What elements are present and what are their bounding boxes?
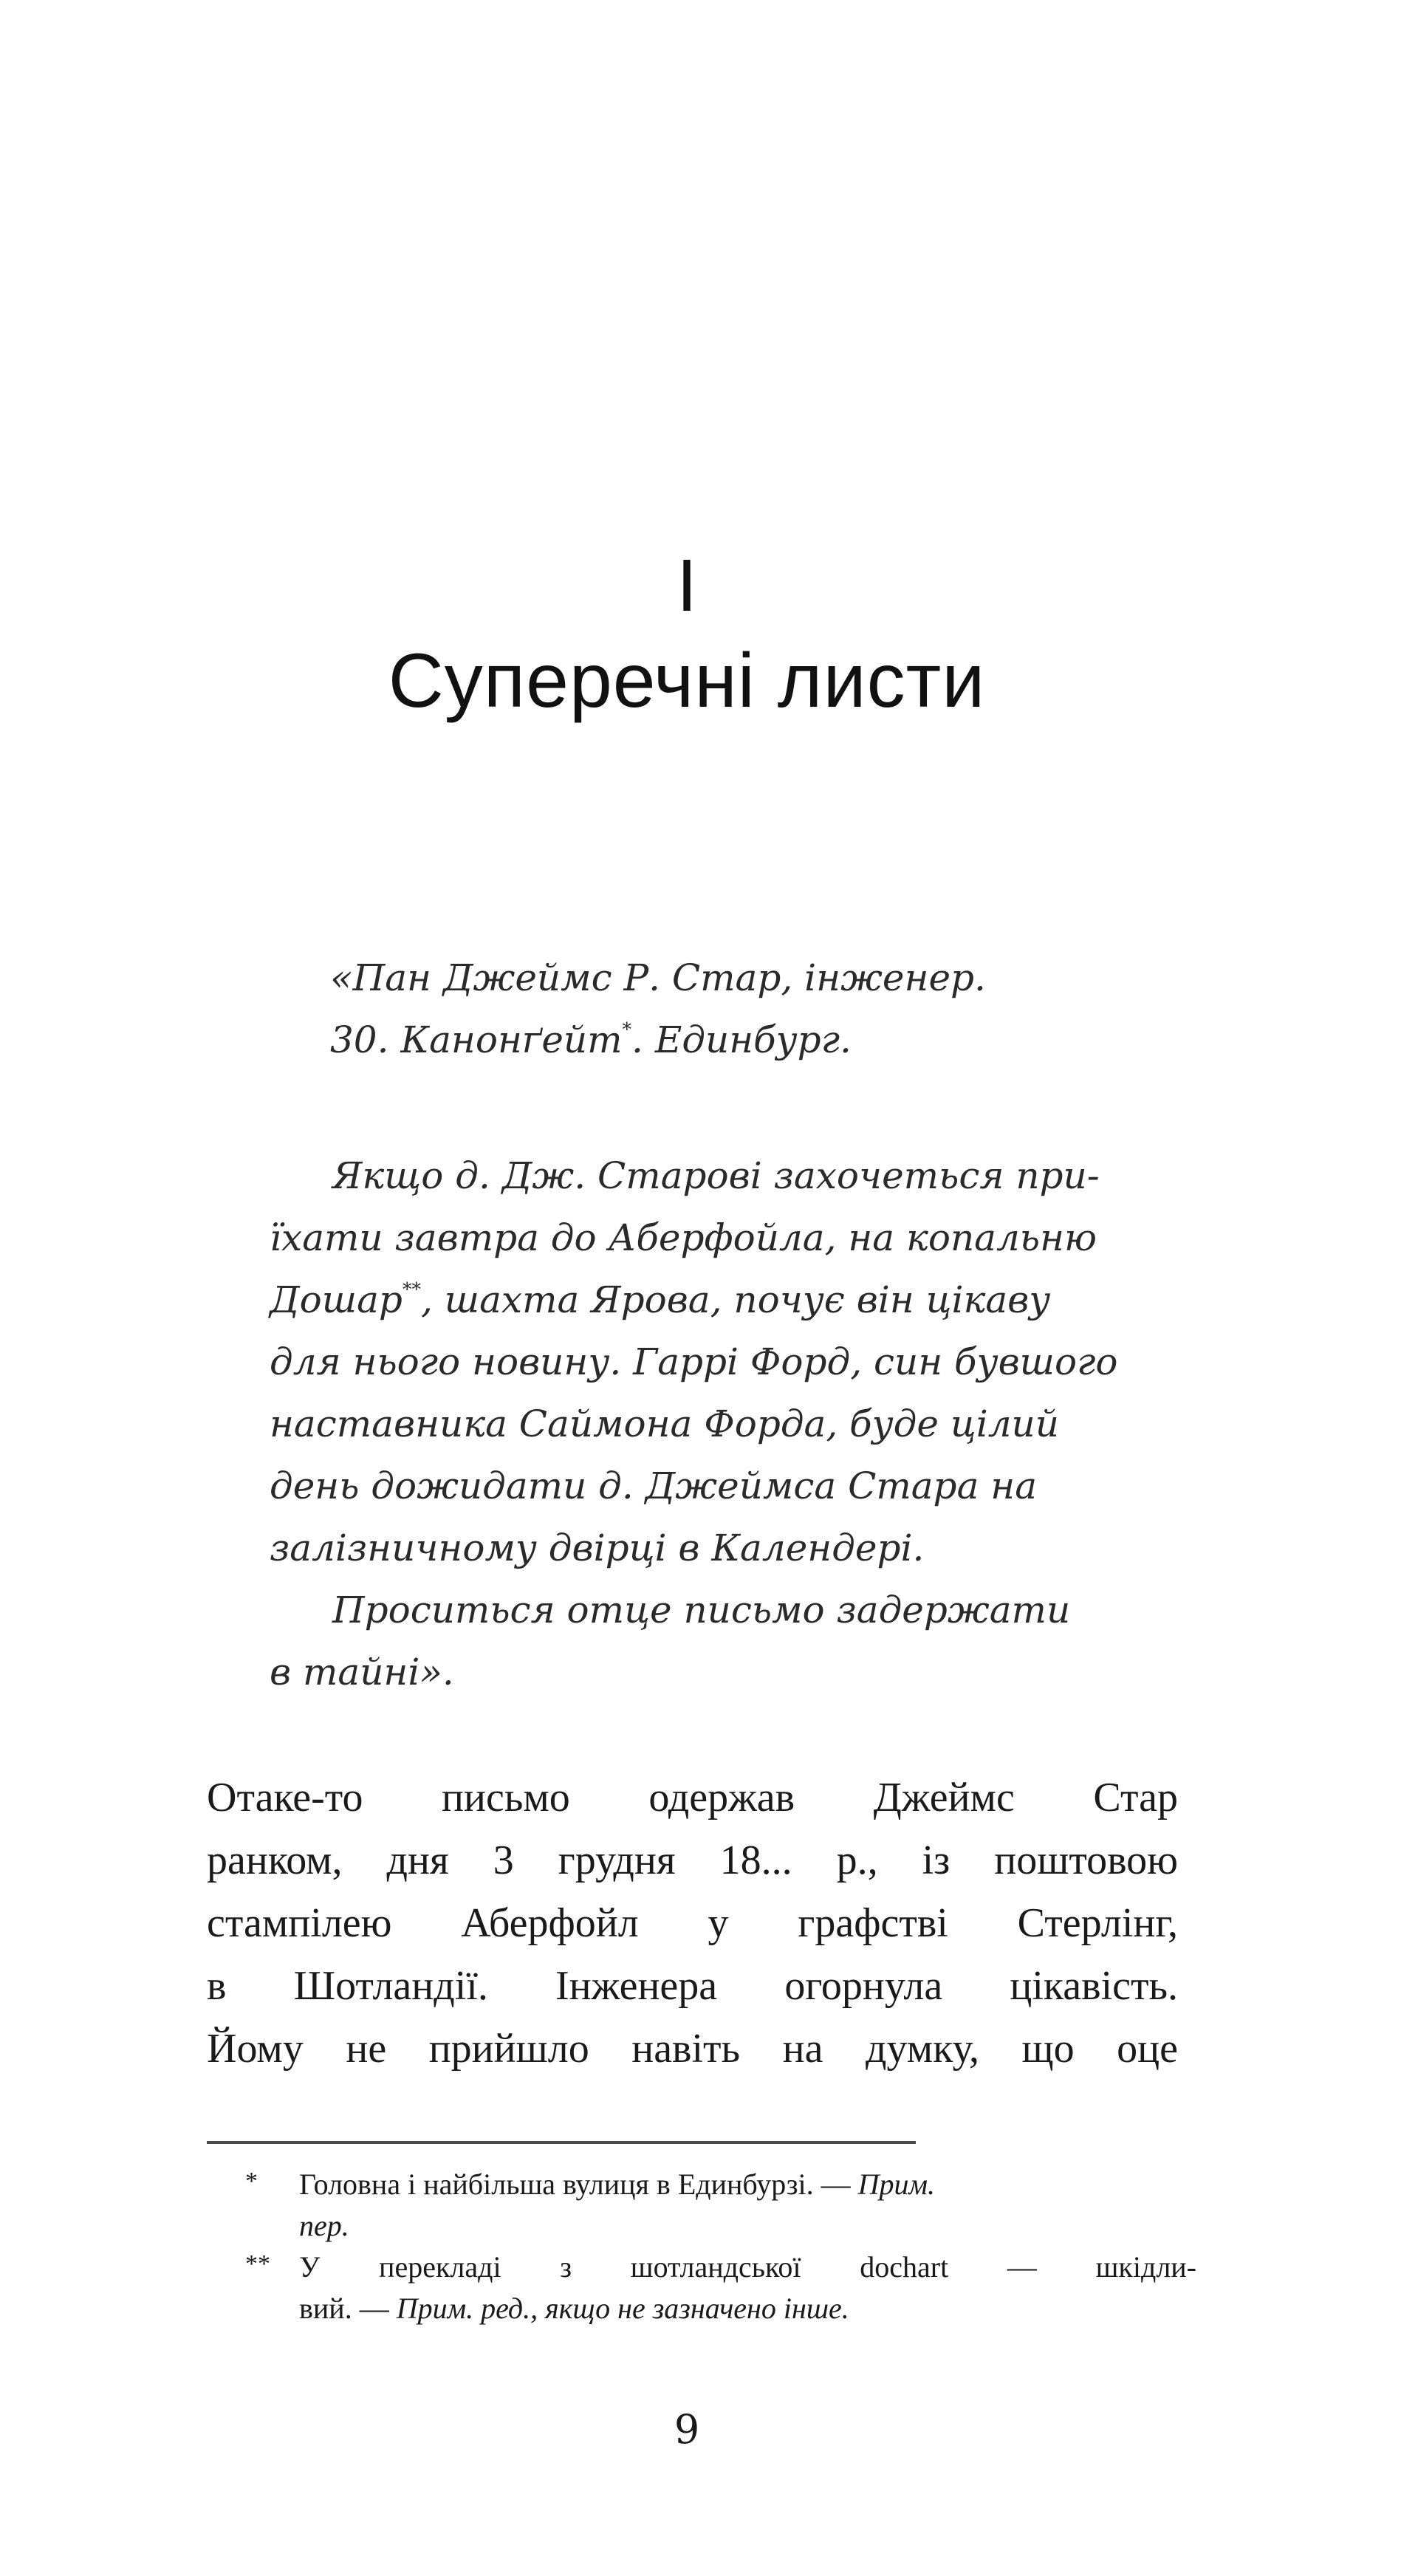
chapter-number: I <box>677 544 697 627</box>
footnote-2 <box>207 2247 1196 2329</box>
letter-line: Якщо д. Дж. Старові захочеться при- <box>332 1154 1100 1197</box>
footnote-ref-2[interactable]: ** <box>402 1278 421 1301</box>
letter-line: для нього новину. Гаррі Форд, син бувшого <box>270 1340 1118 1383</box>
footnote-ref-1[interactable]: * <box>622 1018 632 1041</box>
letter-line: їхати завтра до Аберфойла, на копальню <box>270 1216 1097 1259</box>
body-line: в Шотландії. Інженера огорнула цікавість. <box>207 1963 1178 2009</box>
letter-address-line <box>270 1009 1182 1071</box>
footnote-line <box>299 2288 1196 2329</box>
letter-line <box>270 1269 1182 1331</box>
letter-line: Проситься отце письмо задержати <box>332 1589 1071 1631</box>
footnote-line <box>299 2205 1196 2247</box>
footnote-line <box>299 2164 1196 2205</box>
footnote-divider <box>207 2141 916 2144</box>
letter-text: , шахта Ярова, почує він цікаву <box>420 1278 1051 1321</box>
letter-text: Дошар <box>270 1278 403 1321</box>
footnote-marker: * <box>245 2168 258 2195</box>
footnote-note: пер. <box>299 2209 349 2242</box>
body-paragraph <box>207 1767 1178 2080</box>
letter-line: наставника Саймона Форда, буде цілий <box>270 1402 1059 1445</box>
footnote-note: Прим. ред., якщо не зазначено інше. <box>396 2292 849 2325</box>
footnote-text: Головна і найбільша вулиця в Единбурзі. — <box>299 2168 858 2201</box>
footnote-1 <box>207 2164 1196 2247</box>
footnote-marker: ** <box>245 2250 270 2278</box>
body-line: Отаке-то письмо одержав Джеймс Стар <box>207 1775 1178 1820</box>
footnotes <box>207 2164 1196 2329</box>
letter-line: залізничному двірці в Календері. <box>270 1527 925 1569</box>
letter-address-line: «Пан Джеймс Р. Стар, інженер. <box>330 956 986 999</box>
footnote-line: У перекладі з шотландської dochart — шкідли- <box>299 2250 1196 2284</box>
letter-address-text: . Единбург. <box>631 1018 852 1061</box>
body-line: стампілею Аберфойл у графстві Стерлінг, <box>207 1900 1178 1946</box>
spacer <box>270 1071 1182 1145</box>
footnote-note: Прим. <box>857 2168 936 2201</box>
body-line: Йому не прийшло навіть на думку, що оце <box>207 2026 1178 2072</box>
body-line: ранком, дня 3 грудня 18... р., із поштовою <box>207 1837 1178 1883</box>
letter-address-text: 30. Канонґейт <box>330 1018 623 1061</box>
page-number: 9 <box>674 2406 700 2453</box>
letter-line: в тайні». <box>270 1651 454 1693</box>
letter-line: день дожидати д. Джеймса Стара на <box>270 1465 1038 1507</box>
quoted-letter <box>270 947 1182 1703</box>
footnote-text: вий. — <box>299 2292 397 2325</box>
chapter-title: Суперечні листи <box>388 638 986 724</box>
